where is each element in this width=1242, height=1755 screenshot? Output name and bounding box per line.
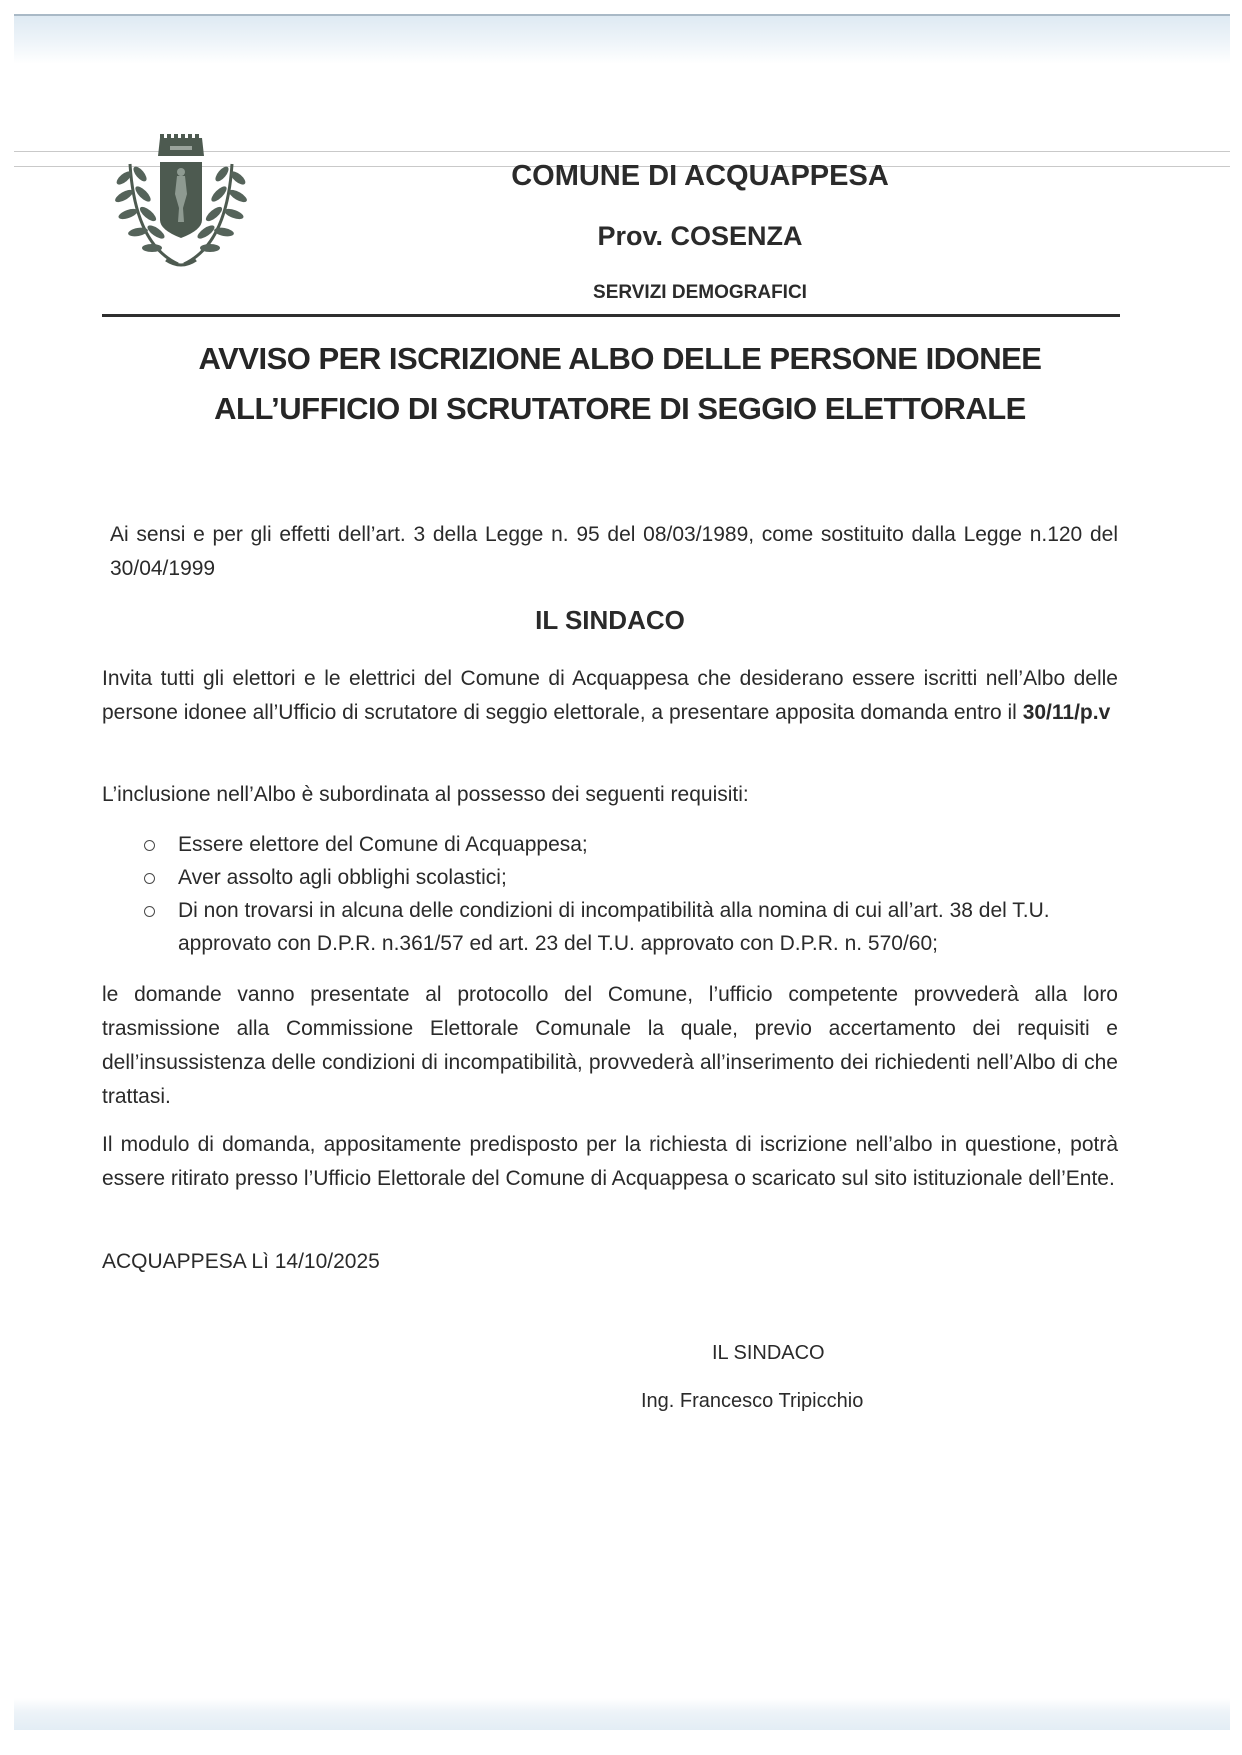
form-info-paragraph: Il modulo di domanda, appositamente predisposto per la richiesta di iscrizione nell’albo in questione, potrà essere ritirato presso l’Ufficio Elettorale del Comune di Acquappesa o scaricato sul sito istituzionale dell’Ente. — [102, 1133, 1118, 1190]
notice-title-line-1: AVVISO PER ISCRIZIONE ALBO DELLE PERSONE IDONEE — [198, 341, 1042, 376]
department-name: SERVIZI DEMOGRAFICI — [593, 282, 807, 303]
province-name: Prov. COSENZA — [597, 221, 803, 251]
requirement-text: Essere elettore del Comune di Acquappesa; — [178, 833, 588, 856]
header-rule — [102, 314, 1120, 317]
invitation-paragraph — [102, 662, 1118, 730]
scan-top-edge — [14, 14, 1230, 16]
mayor-heading: IL SINDACO — [535, 605, 685, 635]
circle-bullet-icon — [144, 840, 155, 851]
place-and-date: ACQUAPPESA Lì 14/10/2025 — [102, 1250, 380, 1273]
circle-bullet-icon — [144, 906, 155, 917]
invitation-text: Invita tutti gli elettori e le elettrici del Comune di Acquappesa che desiderano essere iscritti nell’Albo delle persone idonee all’Ufficio di scrutatore di seggio elettorale, a presentare apposita domanda entro il — [102, 667, 1118, 724]
requirement-text: Di non trovarsi in alcuna delle condizioni di incompatibilità alla nomina di cui all’art. 38 del T.U. approvato con D.P.R. n.361/57 ed art. 23 del T.U. approvato con D.P.R. n. 570/60; — [178, 899, 1050, 955]
signature-name: Ing. Francesco Tripicchio — [641, 1390, 864, 1412]
signature-role: IL SINDACO — [712, 1342, 825, 1364]
coat-of-arms-icon — [110, 134, 252, 274]
requirement-item — [140, 861, 1120, 894]
scan-bottom-band — [14, 1698, 1230, 1730]
municipality-name: COMUNE DI ACQUAPPESA — [511, 160, 889, 192]
requirements-intro: L’inclusione nell’Albo è subordinata al possesso dei seguenti requisiti: — [102, 783, 749, 806]
circle-bullet-icon — [144, 873, 155, 884]
notice-title-line-2: ALL’UFFICIO DI SCRUTATORE DI SEGGIO ELETTORALE — [214, 391, 1026, 426]
requirements-list — [140, 828, 1120, 960]
submission-paragraph: le domande vanno presentate al protocollo del Comune, l’ufficio competente provvederà alla loro trasmissione alla Commissione Elettorale Comunale la quale, previo accertamento dei requisiti e dell’insussistenza delle condizioni di incompatibilità, provvederà all’inserimento dei richiedenti nell’Albo di che trattasi. — [102, 983, 1118, 1108]
requirement-item — [140, 894, 1120, 960]
scan-top-band — [14, 14, 1230, 64]
legal-reference: Ai sensi e per gli effetti dell’art. 3 della Legge n. 95 del 08/03/1989, come sostituito dalla Legge n.120 del 30/04/1999 — [110, 523, 1118, 580]
deadline-date: 30/11/p.v — [1022, 701, 1111, 724]
requirement-item — [140, 828, 1120, 861]
requirement-text: Aver assolto agli obblighi scolastici; — [178, 866, 507, 889]
